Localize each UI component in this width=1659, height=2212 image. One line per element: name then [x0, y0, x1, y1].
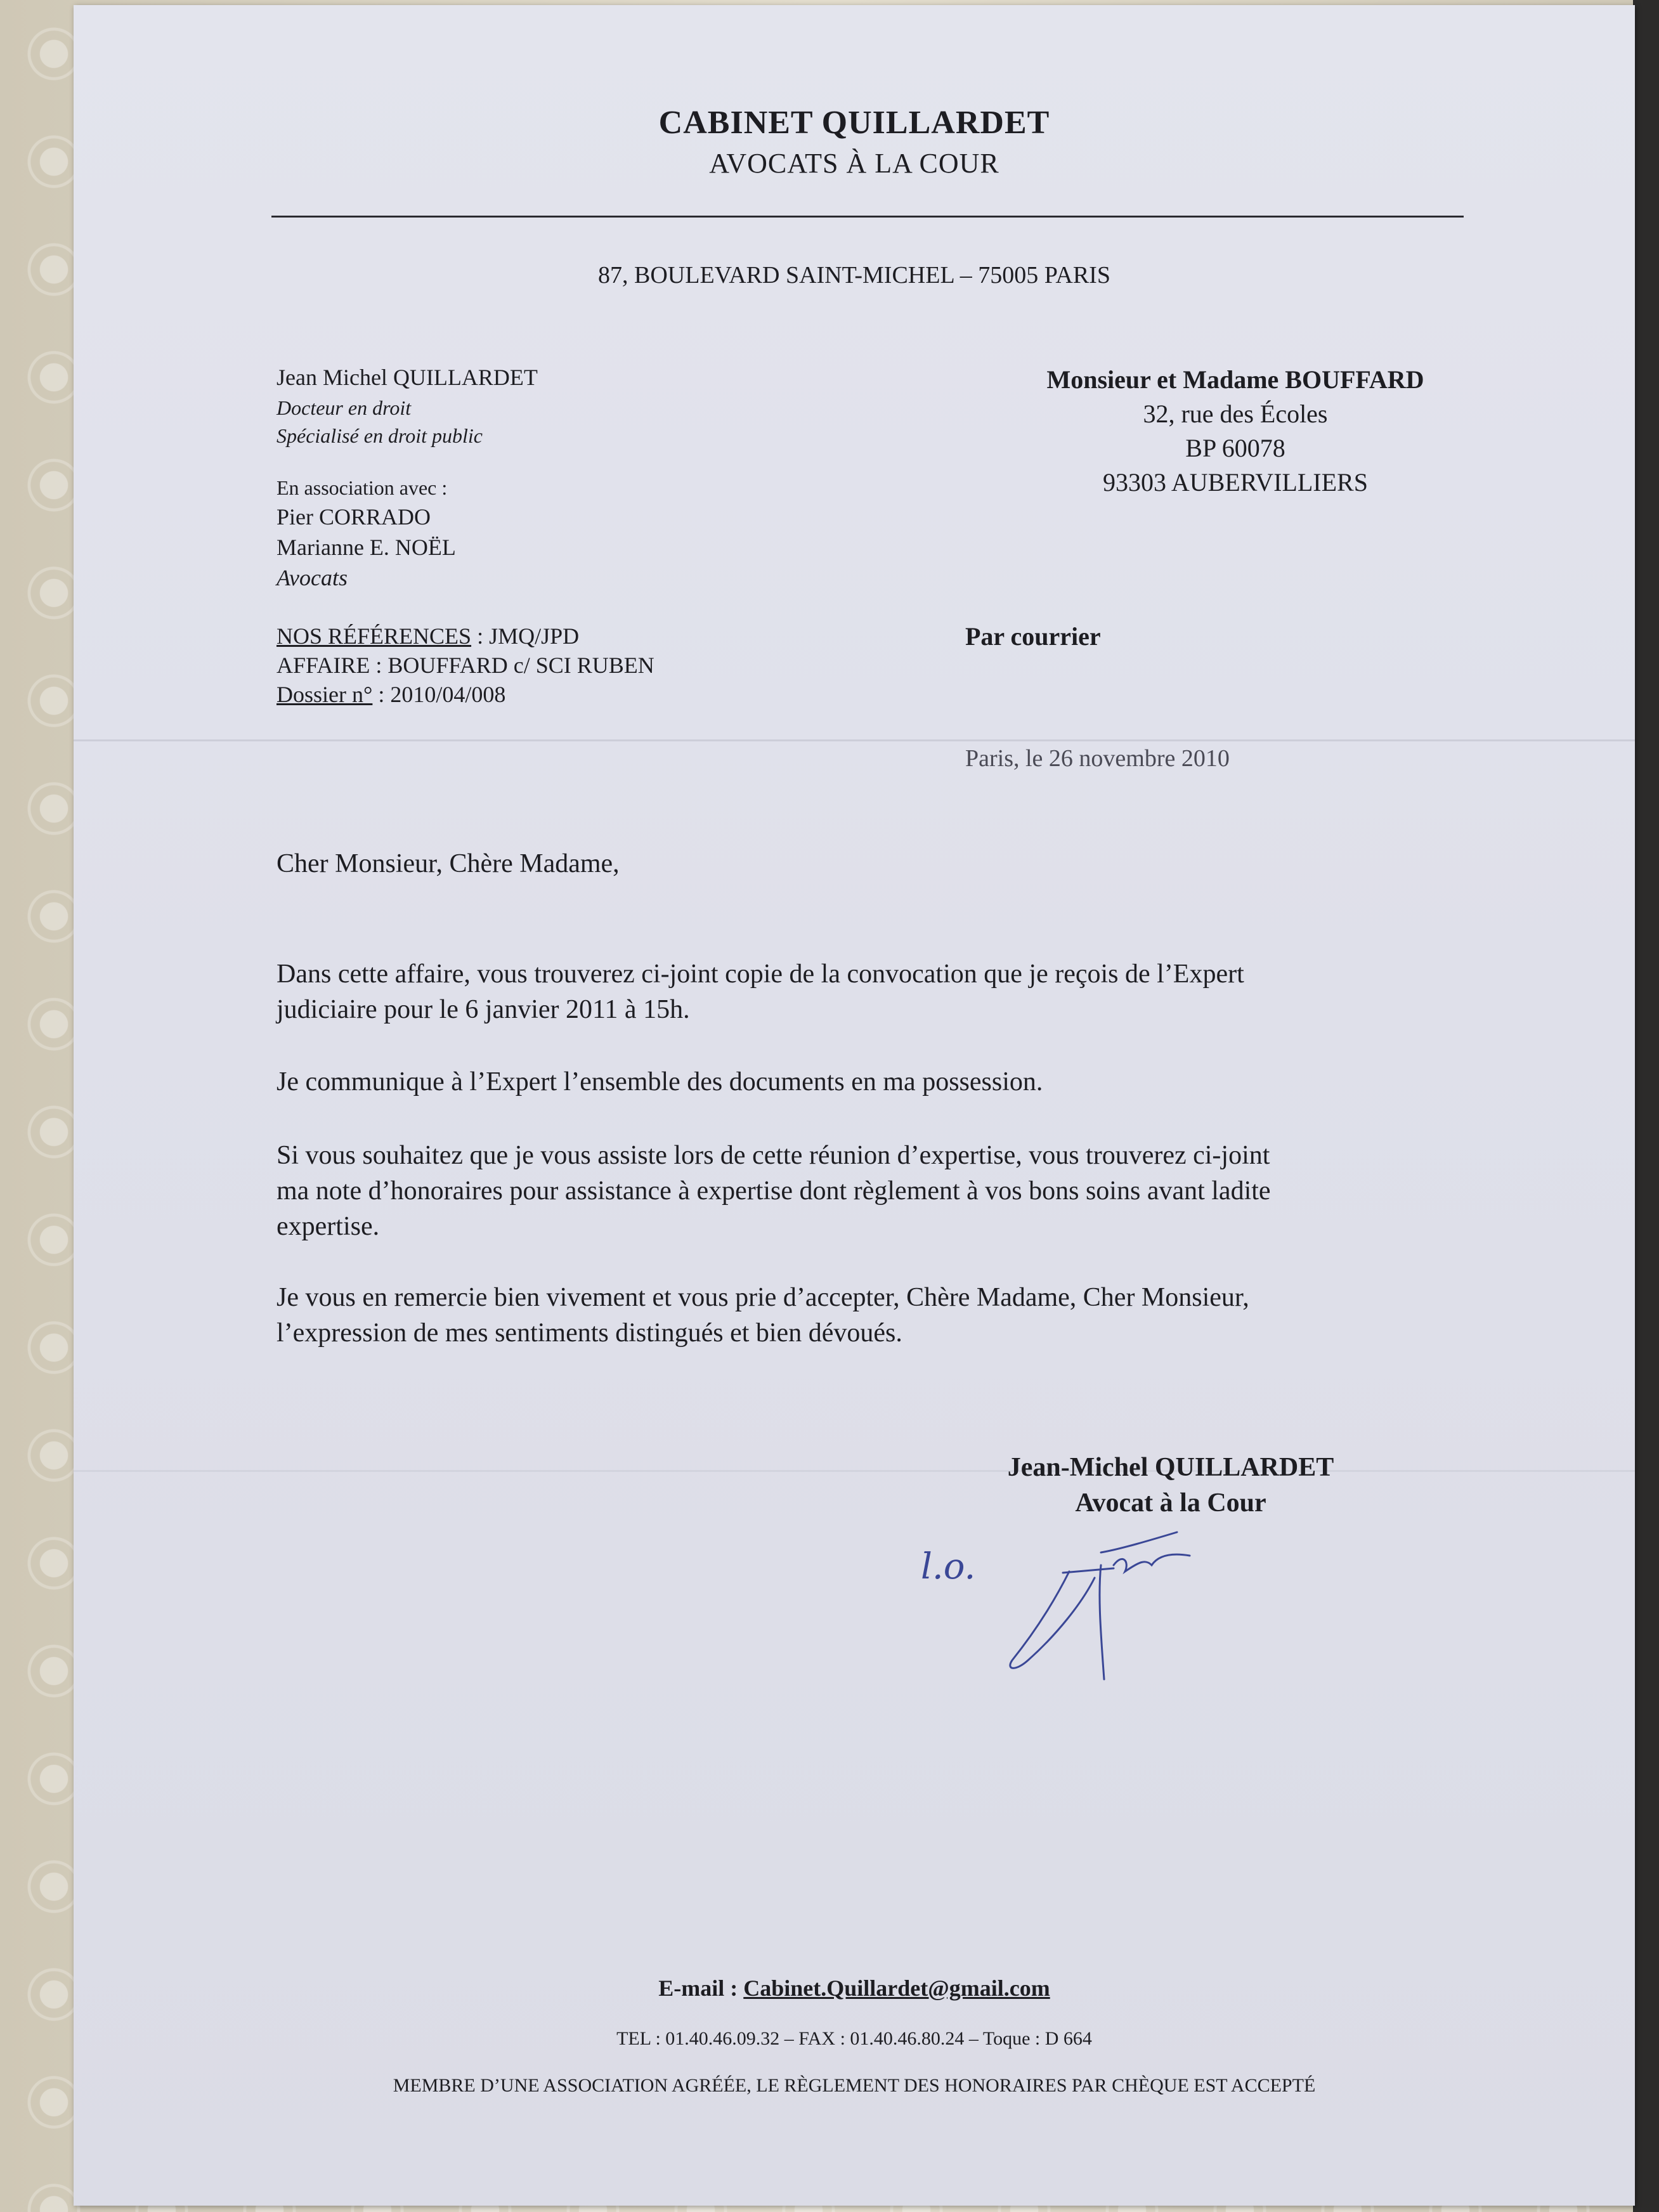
- paragraph-2: [276, 1064, 1456, 1100]
- associate-2: Marianne E. NOËL: [276, 535, 456, 560]
- sender-name: Jean Michel QUILLARDET: [276, 365, 538, 390]
- paragraph-1-line-2: judiciaire pour le 6 janvier 2011 à 15h.: [276, 995, 690, 1024]
- header-divider: [271, 216, 1464, 218]
- references-label: NOS RÉFÉRENCES: [276, 623, 472, 649]
- paragraph-4: [276, 1280, 1456, 1351]
- recipient-city: 93303 AUBERVILLIERS: [1103, 468, 1368, 497]
- references-value: : JMQ/JPD: [471, 623, 580, 649]
- letter-sheet: [74, 5, 1635, 2206]
- dossier-value: : 2010/04/008: [372, 682, 506, 707]
- email-link[interactable]: Cabinet.Quillardet@gmail.com: [743, 1975, 1050, 2001]
- dossier-line: [276, 680, 505, 709]
- dossier-label: Dossier n°: [276, 682, 373, 707]
- footer-notice: MEMBRE D’UNE ASSOCIATION AGRÉÉE, LE RÈGLEMENT DES HONORAIRES PAR CHÈQUE EST ACCEPTÉ: [393, 2075, 1316, 2096]
- paragraph-3-line-2: ma note d’honoraires pour assistance à expertise dont règlement à vos bons soins avant ladite: [276, 1176, 1271, 1206]
- paragraph-1: [276, 956, 1456, 1027]
- paragraph-1-line-1: Dans cette affaire, vous trouverez ci-joint copie de la convocation que je reçois de l’Expert: [276, 960, 1244, 989]
- recipient-street: 32, rue des Écoles: [1143, 400, 1328, 428]
- salutation: Cher Monsieur, Chère Madame,: [276, 849, 620, 878]
- paragraph-3-line-1: Si vous souhaitez que je vous assiste lors de cette réunion d’expertise, vous trouverez ci-joint: [276, 1141, 1270, 1170]
- paper-fold: [74, 739, 1635, 741]
- signatory-role: Avocat à la Cour: [1075, 1488, 1266, 1518]
- references-line: [276, 621, 579, 651]
- signature-initials: l.o.: [921, 1546, 976, 1587]
- paragraph-2-line-1: Je communique à l’Expert l’ensemble des documents en ma possession.: [276, 1067, 1043, 1096]
- footer-email-line: [74, 1975, 1635, 2001]
- sender-title-1: Docteur en droit: [276, 396, 412, 419]
- email-label: E-mail :: [658, 1975, 744, 2001]
- firm-address: 87, BOULEVARD SAINT-MICHEL – 75005 PARIS: [598, 262, 1110, 289]
- affaire-line: AFFAIRE : BOUFFARD c/ SCI RUBEN: [276, 653, 654, 678]
- background-edge: [1633, 0, 1659, 2212]
- paragraph-4-line-1: Je vous en remercie bien vivement et vous prie d’accepter, Chère Madame, Cher Monsieur,: [276, 1283, 1249, 1312]
- association-label: En association avec :: [276, 476, 448, 499]
- sender-title-2: Spécialisé en droit public: [276, 424, 483, 447]
- signatory-name: Jean-Michel QUILLARDET: [1007, 1453, 1334, 1482]
- firm-name: CABINET QUILLARDET: [658, 105, 1050, 141]
- paragraph-3: [276, 1138, 1456, 1244]
- footer-contact: TEL : 01.40.46.09.32 – FAX : 01.40.46.80.24 – Toque : D 664: [616, 2028, 1092, 2049]
- recipient-bp: BP 60078: [1185, 434, 1285, 462]
- paper-fold: [74, 1470, 1635, 1472]
- paragraph-3-line-3: expertise.: [276, 1212, 380, 1241]
- paragraph-4-line-2: l’expression de mes sentiments distingués et bien dévoués.: [276, 1318, 902, 1348]
- associate-1: Pier CORRADO: [276, 504, 431, 530]
- letter-date: Paris, le 26 novembre 2010: [965, 745, 1230, 772]
- firm-subtitle: AVOCATS À LA COUR: [709, 148, 999, 179]
- recipient-name: Monsieur et Madame BOUFFARD: [1046, 365, 1424, 394]
- associates-role: Avocats: [276, 565, 348, 590]
- delivery-method: Par courrier: [965, 622, 1101, 651]
